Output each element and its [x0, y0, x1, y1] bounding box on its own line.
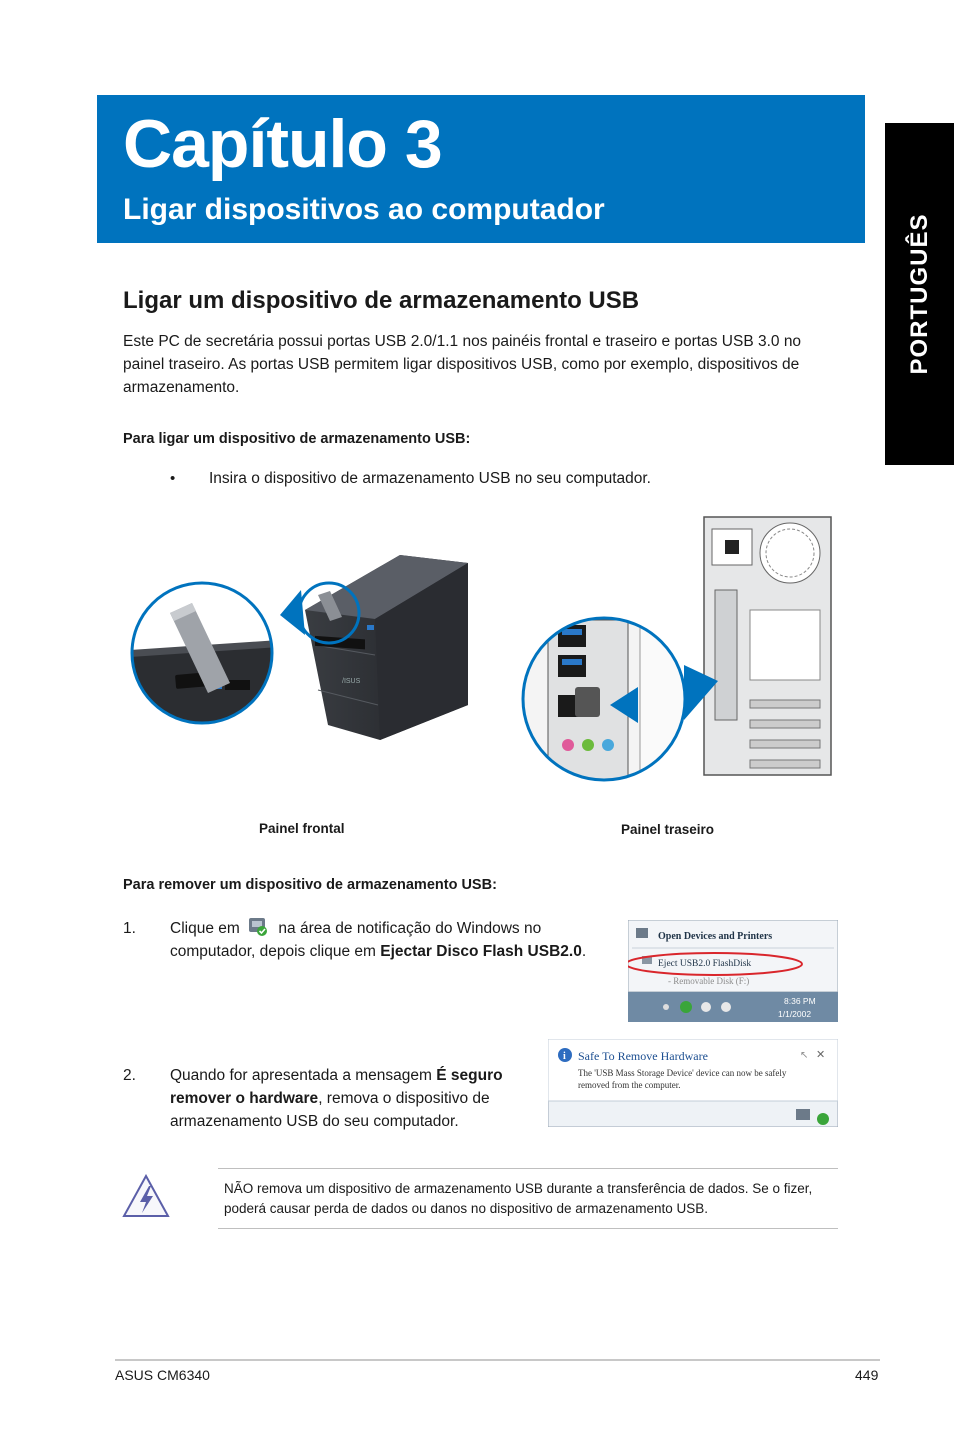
step-2-text-before: Quando for apresentada a mensagem — [170, 1067, 432, 1084]
warning-note-text: NÃO remova um dispositivo de armazenamento USB durante a transferência de dados. Se o fizer, poderá causar perda de dados ou danos no dispositivo de armazenamento USB. — [224, 1181, 813, 1216]
intro-paragraph: Este PC de secretária possui portas USB 2.0/1.1 nos painéis frontal e traseiro e portas USB 3.0 no painel traseiro. As portas USB permitem ligar dispositivos USB, como por exemplo, dispositivos de armazenamento. — [123, 333, 802, 396]
pin-icon[interactable]: ↖ — [800, 1050, 809, 1061]
step-1-text — [170, 917, 590, 963]
rear-panel-illustration — [520, 515, 832, 787]
rear-panel-caption: Painel traseiro — [621, 822, 715, 837]
step-1-text-before: Clique em — [170, 920, 240, 937]
safe-to-remove-balloon-screenshot — [548, 1039, 838, 1127]
step-2-number: 2. — [123, 1067, 136, 1084]
tray-menu-item-devices[interactable]: Open Devices and Printers — [658, 931, 773, 942]
svg-text:i: i — [563, 1051, 566, 1062]
chapter-subtitle: Ligar dispositivos ao computador — [123, 193, 605, 226]
page-number: 449 — [855, 1367, 879, 1383]
step-2-bold: É seguro remover o hardware — [170, 1067, 503, 1107]
tray-menu-item-disk: - Removable Disk (F:) — [668, 976, 750, 986]
note-bottom-divider — [218, 1228, 838, 1229]
step-1-text-middle: na área de notificação do Windows no computador, depois clique em — [170, 920, 542, 960]
connect-heading: Para ligar um dispositivo de armazenamento USB: — [123, 431, 471, 447]
tray-menu-screenshot — [628, 920, 838, 1022]
note-top-divider — [218, 1168, 838, 1169]
chapter-title: Capítulo 3 — [123, 106, 442, 182]
remove-heading: Para remover um dispositivo de armazenamento USB: — [123, 877, 497, 893]
language-tab-label: PORTUGUÊS — [906, 213, 933, 375]
tray-menu-item-eject[interactable]: Eject USB2.0 FlashDisk — [658, 959, 752, 969]
step-1-bold: Ejectar Disco Flash USB2.0 — [380, 943, 582, 960]
step-1-number: 1. — [123, 920, 136, 937]
safely-remove-tray-icon — [248, 917, 268, 937]
tray-date: 1/1/2002 — [778, 1009, 812, 1019]
front-panel-illustration — [130, 555, 468, 740]
tray-time: 8:36 PM — [784, 996, 816, 1006]
footer-divider — [115, 1359, 880, 1361]
balloon-line-1: The 'USB Mass Storage Device' device can now be safely — [578, 1068, 787, 1078]
step-1-text-after: . — [581, 943, 587, 960]
balloon-line-2: removed from the computer. — [578, 1080, 681, 1090]
section-title: Ligar um dispositivo de armazenamento USB — [123, 287, 640, 314]
step-2-text — [170, 1064, 550, 1133]
close-icon[interactable]: ✕ — [816, 1049, 826, 1061]
front-logo: /ISUS — [342, 678, 361, 685]
connect-bullet: Insira o dispositivo de armazenamento USB no seu computador. — [209, 470, 651, 487]
bullet-marker: • — [170, 470, 176, 487]
front-panel-caption: Painel frontal — [259, 821, 345, 836]
footer-product: ASUS CM6340 — [115, 1367, 210, 1383]
balloon-title: Safe To Remove Hardware — [578, 1049, 708, 1063]
warning-icon — [122, 1174, 170, 1220]
step-2-text-after: , remova o dispositivo de armazenamento USB do seu computador. — [170, 1090, 490, 1130]
